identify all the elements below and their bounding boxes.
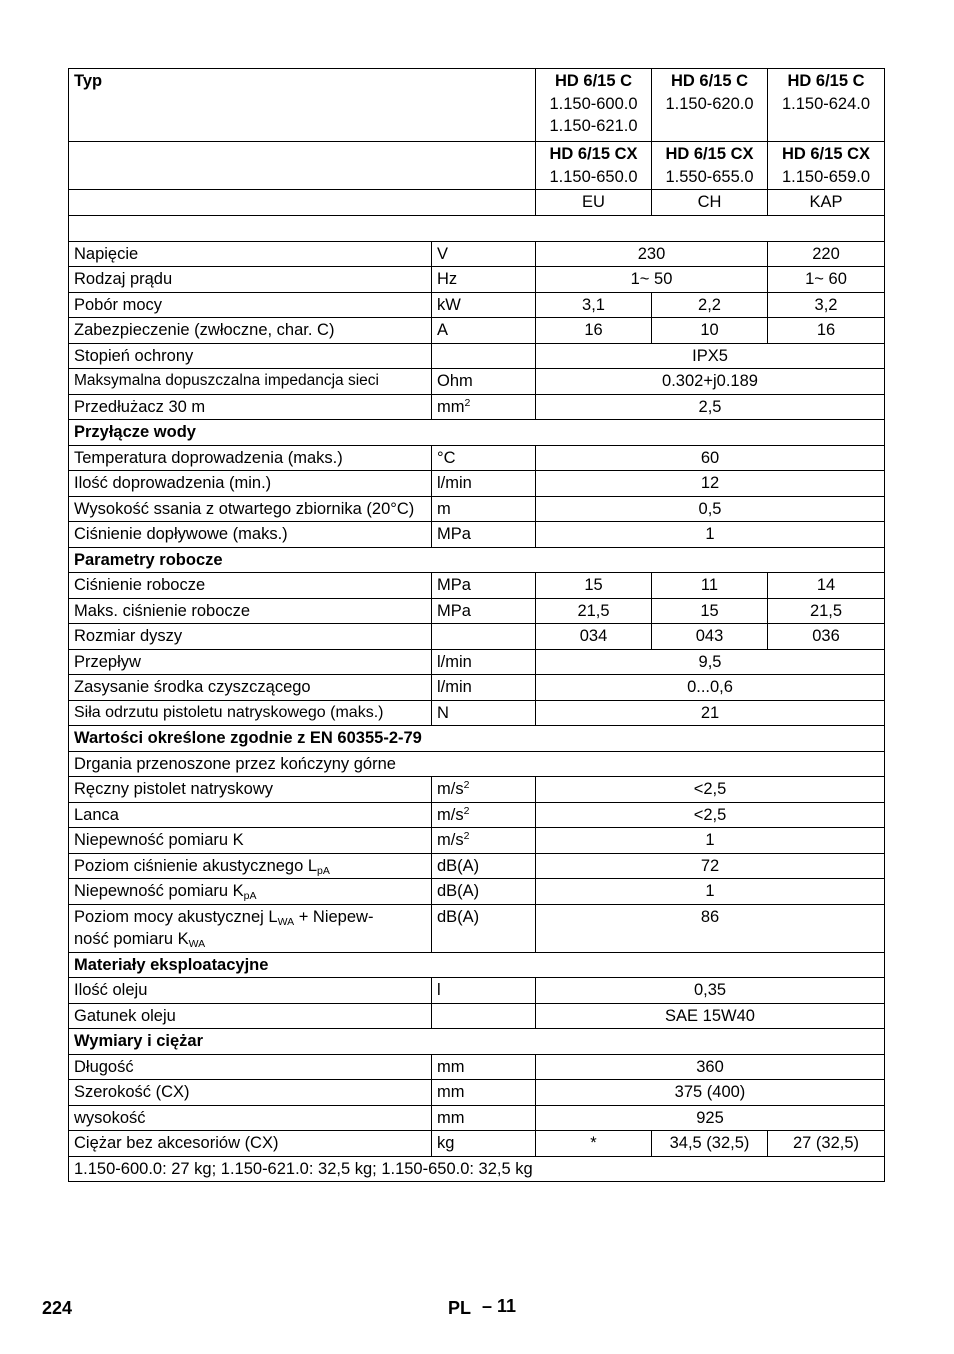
table-row xyxy=(69,624,885,650)
model-cell xyxy=(536,142,652,190)
table-row xyxy=(69,496,885,522)
row-value: 0...0,6 xyxy=(536,675,885,701)
row-unit: l/min xyxy=(432,471,536,497)
table-row xyxy=(69,292,885,318)
section-header xyxy=(69,547,885,573)
table-row xyxy=(69,343,885,369)
row-value: 21,5 xyxy=(768,598,885,624)
model-code: 1.550-655.0 xyxy=(665,167,754,186)
row-label: Ilość oleju xyxy=(69,978,432,1004)
table-row xyxy=(69,471,885,497)
table-row xyxy=(69,1105,885,1131)
row-value: 10 xyxy=(652,318,768,344)
table-row xyxy=(69,828,885,854)
row-label: Maks. ciśnienie robocze xyxy=(69,598,432,624)
table-row xyxy=(69,1131,885,1157)
section-title: Parametry robocze xyxy=(69,547,885,573)
table-row xyxy=(69,879,885,905)
row-label: Lanca xyxy=(69,802,432,828)
row-unit: l/min xyxy=(432,675,536,701)
table-row xyxy=(69,369,885,395)
row-value: 043 xyxy=(652,624,768,650)
table-row xyxy=(69,777,885,803)
model-cell xyxy=(652,69,768,142)
row-value: SAE 15W40 xyxy=(536,1003,885,1029)
row-value: 1~ 60 xyxy=(768,267,885,293)
header-row-1 xyxy=(69,69,885,142)
section-title: Materiały eksploatacyjne xyxy=(69,952,885,978)
row-label: Ilość doprowadzenia (min.) xyxy=(69,471,432,497)
table-row xyxy=(69,1080,885,1106)
table-row xyxy=(69,1003,885,1029)
page-number: 224 xyxy=(42,1298,73,1318)
row-value: 27 (32,5) xyxy=(768,1131,885,1157)
row-value: <2,5 xyxy=(536,777,885,803)
spec-table xyxy=(68,68,885,1182)
section-title: Wartości określone zgodnie z EN 60355-2-79 xyxy=(69,726,885,752)
model-name: HD 6/15 CX xyxy=(781,145,871,163)
table-row xyxy=(69,1156,885,1182)
row-label: Szerokość (CX) xyxy=(69,1080,432,1106)
table-row xyxy=(69,598,885,624)
row-value: 3,2 xyxy=(768,292,885,318)
row-value: 16 xyxy=(768,318,885,344)
row-value: 21 xyxy=(536,700,885,726)
region-ch: CH xyxy=(652,190,768,216)
table-row xyxy=(69,802,885,828)
row-value: 375 (400) xyxy=(536,1080,885,1106)
table-row xyxy=(69,1054,885,1080)
row-value: 925 xyxy=(536,1105,885,1131)
row-unit: dB(A) xyxy=(432,904,536,952)
table-row xyxy=(69,318,885,344)
model-cell xyxy=(768,69,885,142)
table-row xyxy=(69,700,885,726)
row-unit: $m/s^2$ xyxy=(432,777,536,803)
row-label: Napięcie xyxy=(69,241,432,267)
model-code: 1.150-620.0 xyxy=(665,94,754,113)
row-unit: m xyxy=(432,496,536,522)
row-value: * xyxy=(536,1131,652,1157)
model-code: 1.150-659.0 xyxy=(781,167,871,186)
row-value: 2,2 xyxy=(652,292,768,318)
weight-note: 1.150-600.0: 27 kg; 1.150-621.0: 32,5 kg; 1.150-650.0: 32,5 kg xyxy=(69,1156,885,1182)
row-label: Niepewność pomiaru $K_{pA}$ xyxy=(69,879,432,905)
row-label: Poziom ciśnienie akustycznego $L_{pA}$ xyxy=(69,853,432,879)
row-unit: V xyxy=(432,241,536,267)
row-unit: Ohm xyxy=(432,369,536,395)
row-label: Ciśnienie robocze xyxy=(69,573,432,599)
row-value: 1 xyxy=(536,879,885,905)
table-row xyxy=(69,649,885,675)
row-value: 3,1 xyxy=(536,292,652,318)
row-label: Przepływ xyxy=(69,649,432,675)
model-name: HD 6/15 C xyxy=(554,72,633,90)
row-label: Długość xyxy=(69,1054,432,1080)
model-code: 1.150-624.0 xyxy=(781,94,871,113)
row-value: 2,5 xyxy=(536,394,885,420)
row-label: Poziom mocy akustycznej $L_{WA}$ + Niepew- ność pomiaru $K_{WA}$ xyxy=(69,904,432,952)
row-value: 1~ 50 xyxy=(536,267,768,293)
section-header xyxy=(69,1029,885,1055)
row-unit: kW xyxy=(432,292,536,318)
row-label: wysokość xyxy=(69,1105,432,1131)
row-value: 1 xyxy=(536,522,885,548)
row-value: 12 xyxy=(536,471,885,497)
row-value: 034 xyxy=(536,624,652,650)
row-label: Przedłużacz 30 m xyxy=(69,394,432,420)
row-unit xyxy=(432,624,536,650)
row-label: Wysokość ssania z otwartego zbiornika (20°C) xyxy=(69,496,432,522)
model-name: HD 6/15 CX xyxy=(665,145,754,163)
model-cell xyxy=(536,69,652,142)
row-unit: $mm^2$ xyxy=(432,394,536,420)
row-value: 34,5 (32,5) xyxy=(652,1131,768,1157)
row-label: Rozmiar dyszy xyxy=(69,624,432,650)
row-value: 14 xyxy=(768,573,885,599)
row-unit: l xyxy=(432,978,536,1004)
row-label: Gatunek oleju xyxy=(69,1003,432,1029)
section-header xyxy=(69,952,885,978)
model-name: HD 6/15 C xyxy=(670,72,749,90)
typ-label: Typ xyxy=(69,69,536,142)
model-name: HD 6/15 C xyxy=(787,72,865,90)
row-label: Ciężar bez akcesoriów (CX) xyxy=(69,1131,432,1157)
row-unit: dB(A) xyxy=(432,853,536,879)
row-unit: MPa xyxy=(432,573,536,599)
row-label: Temperatura doprowadzenia (maks.) xyxy=(69,445,432,471)
row-unit: °C xyxy=(432,445,536,471)
row-value: 360 xyxy=(536,1054,885,1080)
table-row xyxy=(69,978,885,1004)
row-label: Ręczny pistolet natryskowy xyxy=(69,777,432,803)
row-value: 72 xyxy=(536,853,885,879)
row-value: 86 xyxy=(536,904,885,952)
row-label: Stopień ochrony xyxy=(69,343,432,369)
row-unit: mm xyxy=(432,1105,536,1131)
row-value: 0,35 xyxy=(536,978,885,1004)
table-row xyxy=(69,241,885,267)
row-value: 16 xyxy=(536,318,652,344)
row-label: Ciśnienie dopływowe (maks.) xyxy=(69,522,432,548)
section-page: – 11 xyxy=(482,1296,517,1316)
row-label: Niepewność pomiaru K xyxy=(69,828,432,854)
row-unit: Hz xyxy=(432,267,536,293)
row-value: IPX5 xyxy=(536,343,885,369)
section-title: Wymiary i ciężar xyxy=(69,1029,885,1055)
language-code: PL xyxy=(448,1298,472,1318)
row-unit xyxy=(432,1003,536,1029)
table-row xyxy=(69,751,885,777)
row-value: 15 xyxy=(536,573,652,599)
row-unit: $m/s^2$ xyxy=(432,802,536,828)
row-unit: l/min xyxy=(432,649,536,675)
row-value: 230 xyxy=(536,241,768,267)
row-value: 0.302+j0.189 xyxy=(536,369,885,395)
table-row xyxy=(69,522,885,548)
table-row xyxy=(69,573,885,599)
row-label: Pobór mocy xyxy=(69,292,432,318)
row-unit: dB(A) xyxy=(432,879,536,905)
table-row xyxy=(69,394,885,420)
row-unit: mm xyxy=(432,1054,536,1080)
row-value: <2,5 xyxy=(536,802,885,828)
model-code: 1.150-600.0 xyxy=(549,94,638,113)
table-row xyxy=(69,904,885,952)
row-unit: kg xyxy=(432,1131,536,1157)
row-label: Rodzaj prądu xyxy=(69,267,432,293)
section-header xyxy=(69,726,885,752)
region-row xyxy=(69,190,885,216)
model-cell xyxy=(768,142,885,190)
row-unit: N xyxy=(432,700,536,726)
table-row xyxy=(69,675,885,701)
row-unit: MPa xyxy=(432,522,536,548)
table-row xyxy=(69,267,885,293)
section-header xyxy=(69,420,885,446)
row-label: Zabezpieczenie (zwłoczne, char. C) xyxy=(69,318,432,344)
row-value: 11 xyxy=(652,573,768,599)
row-unit xyxy=(432,343,536,369)
region-kap: KAP xyxy=(768,190,885,216)
spacer-row xyxy=(69,215,885,241)
row-value: 60 xyxy=(536,445,885,471)
row-value: 15 xyxy=(652,598,768,624)
row-value: 0,5 xyxy=(536,496,885,522)
row-value: 21,5 xyxy=(536,598,652,624)
row-value: 1 xyxy=(536,828,885,854)
model-cell xyxy=(652,142,768,190)
row-label: Maksymalna dopuszczalna impedancja sieci xyxy=(69,369,432,395)
header-row-2 xyxy=(69,142,885,190)
row-unit: MPa xyxy=(432,598,536,624)
row-unit: mm xyxy=(432,1080,536,1106)
row-label: Zasysanie środka czyszczącego xyxy=(69,675,432,701)
row-unit: A xyxy=(432,318,536,344)
row-value: 036 xyxy=(768,624,885,650)
table-row xyxy=(69,853,885,879)
row-value: 9,5 xyxy=(536,649,885,675)
model-code: 1.150-650.0 xyxy=(549,167,638,186)
model-name: HD 6/15 CX xyxy=(549,145,638,163)
region-eu: EU xyxy=(536,190,652,216)
section-title: Przyłącze wody xyxy=(69,420,885,446)
row-label: Drgania przenoszone przez kończyny górne xyxy=(69,751,885,777)
table-row xyxy=(69,445,885,471)
row-value: 220 xyxy=(768,241,885,267)
row-label: Siła odrzutu pistoletu natryskowego (maks.) xyxy=(69,700,432,726)
model-code: 1.150-621.0 xyxy=(549,117,638,135)
row-unit: $m/s^2$ xyxy=(432,828,536,854)
